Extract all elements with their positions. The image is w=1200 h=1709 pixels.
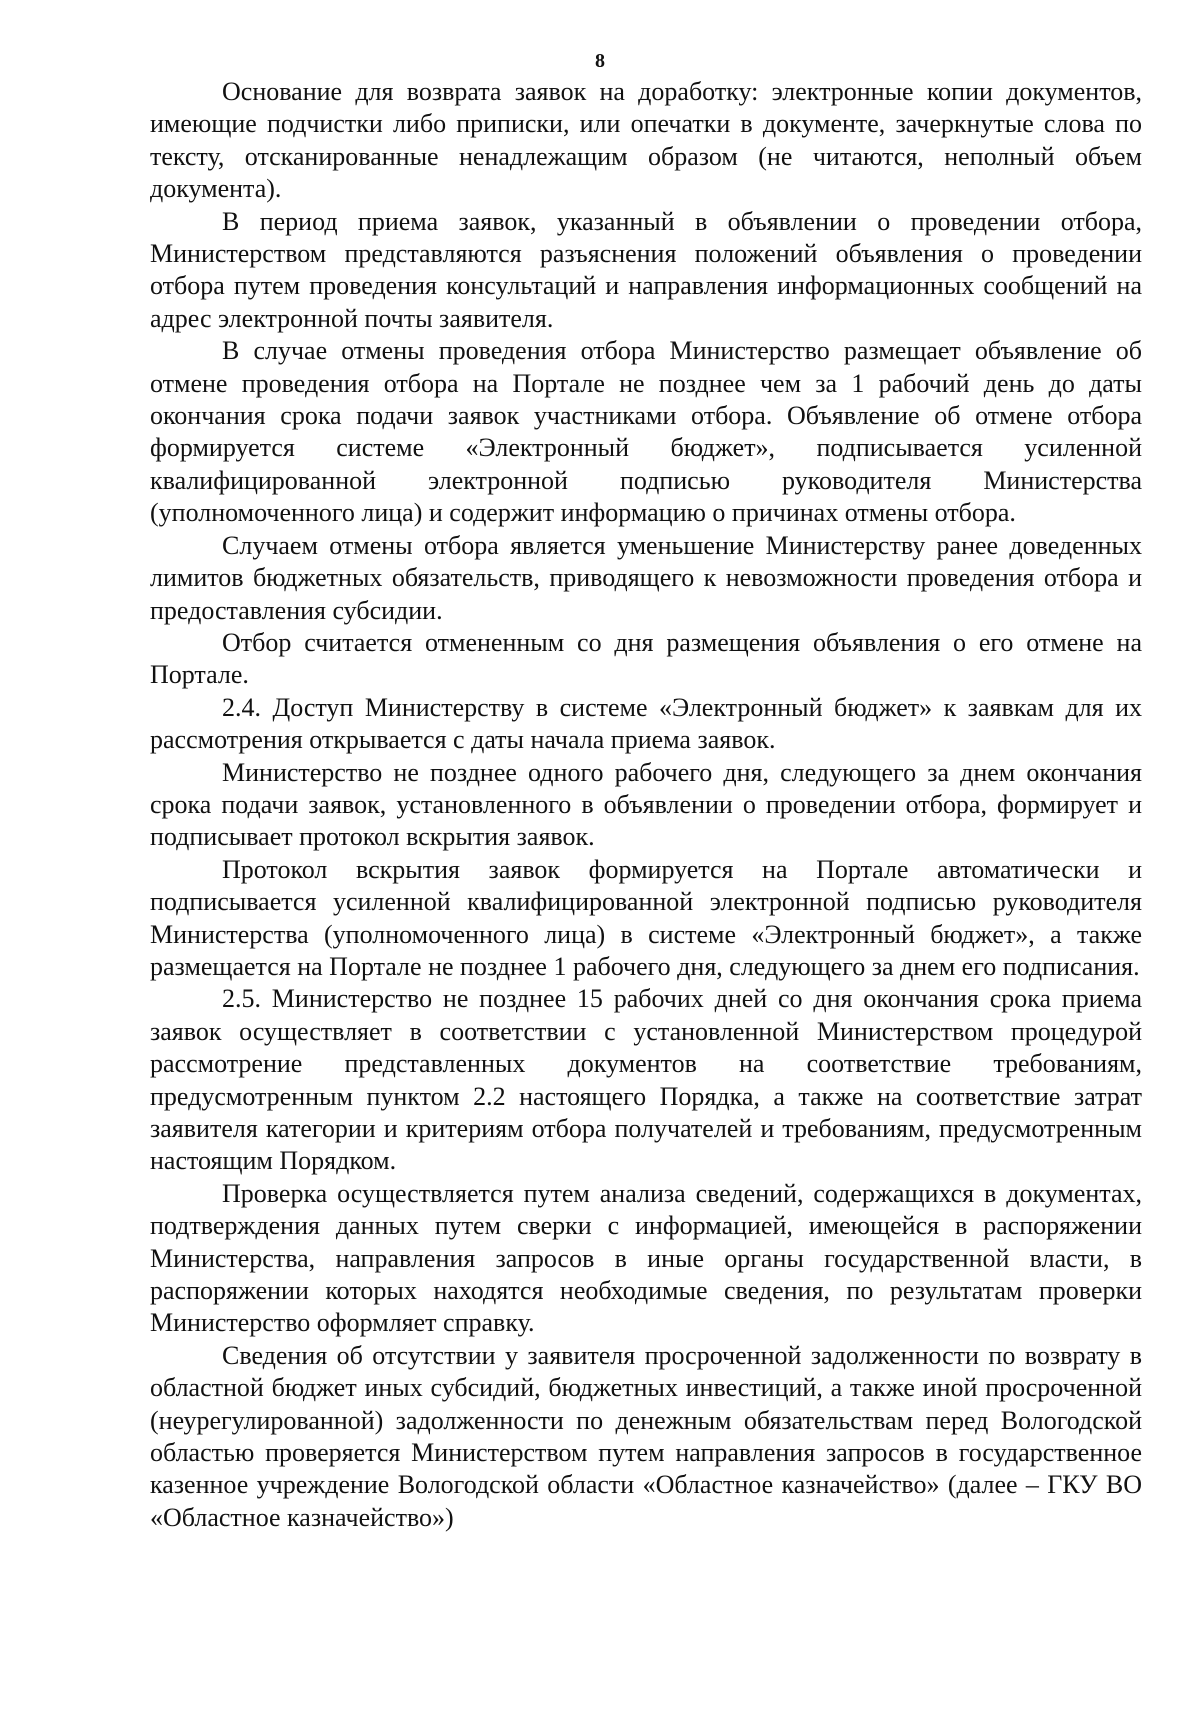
paragraph-clarifications: В период приема заявок, указанный в объявлении о проведении отбора, Министерством представляются разъяснения положений объявления о проведении отбора путем проведения консультаций и направления информационных сообщений на адрес электронной почты заявителя. <box>150 206 1142 333</box>
paragraph-return-grounds: Основание для возврата заявок на доработку: электронные копии документов, имеющие подчистки либо приписки, или опечатки в документе, зачеркнутые слова по тексту, отсканированные ненадлежащим образом (не читаются, неполный объем документа). <box>150 77 1142 204</box>
paragraph-opening-protocol: Министерство не позднее одного рабочего дня, следующего за днем окончания срока подачи заявок, установленного в объявлении о проведении отбора, формирует и подписывает протокол вскрытия заявок. <box>150 757 1142 852</box>
paragraph-cancelled-date: Отбор считается отмененным со дня размещения объявления о его отмене на Портале. <box>150 627 1142 690</box>
paragraph-protocol-portal: Протокол вскрытия заявок формируется на Портале автоматически и подписывается усиленной квалифицированной электронной подписью руководителя Министерства (уполномоченного лица) в системе «Электронный бюджет», а также размещается на Портале не позднее 1 рабочего дня, следующего за днем его подписания. <box>150 854 1142 981</box>
paragraph-section-2-4: 2.4. Доступ Министерству в системе «Электронный бюджет» к заявкам для их рассмотрения открывается с даты начала приема заявок. <box>150 692 1142 755</box>
page-number: 8 <box>595 50 605 72</box>
paragraph-cancellation-case: Случаем отмены отбора является уменьшение Министерству ранее доведенных лимитов бюджетных обязательств, приводящего к невозможности проведения отбора и предоставления субсидии. <box>150 530 1142 625</box>
paragraph-verification: Проверка осуществляется путем анализа сведений, содержащихся в документах, подтверждения данных путем сверки с информацией, имеющейся в распоряжении Министерства, направления запросов в иные органы государственной власти, в распоряжении которых находятся необходимые сведения, по результатам проверки Министерство оформляет справку. <box>150 1178 1142 1338</box>
paragraph-section-2-5: 2.5. Министерство не позднее 15 рабочих дней со дня окончания срока приема заявок осуществляет в соответствии с установленной Министерством процедурой рассмотрение представленных документов на соответствие требованиям, предусмотренным пунктом 2.2 настоящего Порядка, а также на соответствие затрат заявителя категории и критериям отбора получателей и требованиям, предусмотренным настоящим Порядком. <box>150 984 1142 1176</box>
document-body <box>150 76 1142 1534</box>
paragraph-cancellation: В случае отмены проведения отбора Министерство размещает объявление об отмене проведения отбора на Портале не позднее чем за 1 рабочий день до даты окончания срока подачи заявок участниками отбора. Объявление об отмене отбора формируется системе «Электронный бюджет», подписывается усиленной квалифицированной электронной подписью руководителя Министерства (уполномоченного лица) и содержит информацию о причинах отмены отбора. <box>150 336 1142 528</box>
paragraph-debt-info: Сведения об отсутствии у заявителя просроченной задолженности по возврату в областной бюджет иных субсидий, бюджетных инвестиций, а также иной просроченной (неурегулированной) задолженности по денежным обязательствам перед Вологодской областью проверяется Министерством путем направления запросов в государственное казенное учреждение Вологодской области «Областное казначейство» (далее – ГКУ ВО «Областное казначейство») <box>150 1340 1142 1532</box>
